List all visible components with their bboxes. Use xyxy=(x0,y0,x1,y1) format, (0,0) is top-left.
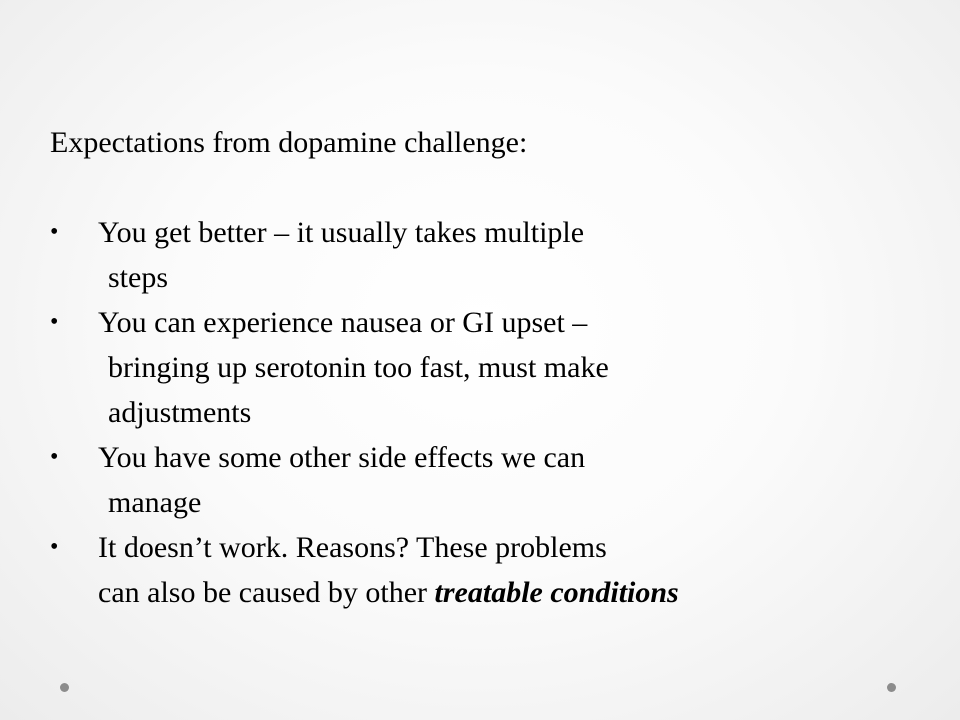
bullet-icon: • xyxy=(50,534,59,560)
bullet-icon: • xyxy=(50,219,59,245)
bullet-text: You have some other side effects we can xyxy=(98,441,586,474)
continuation-text: bringing up serotonin too fast, must make xyxy=(108,351,609,384)
bullet-item xyxy=(50,525,930,570)
bullet-continuation xyxy=(50,480,930,525)
continuation-prefix: can also be caused by other xyxy=(98,576,435,609)
continuation-text: adjustments xyxy=(108,396,252,429)
bullet-continuation xyxy=(50,570,930,615)
bullet-icon: • xyxy=(50,444,59,470)
bullet-continuation xyxy=(50,345,930,390)
bullet-item xyxy=(50,210,930,255)
bullet-continuation xyxy=(50,255,930,300)
continuation-text: manage xyxy=(108,486,202,519)
decorative-dot-right xyxy=(887,683,896,692)
bullet-text: You get better – it usually takes multiple xyxy=(98,216,585,249)
bullet-text: It doesn’t work. Reasons? These problems xyxy=(98,531,607,564)
bullet-item xyxy=(50,300,930,345)
decorative-dot-left xyxy=(60,683,69,692)
bullet-icon: • xyxy=(50,309,59,335)
bullet-text: You can experience nausea or GI upset – xyxy=(98,306,588,339)
slide-heading: Expectations from dopamine challenge: xyxy=(50,126,528,159)
continuation-text: steps xyxy=(108,261,168,294)
blank-line xyxy=(50,165,930,210)
slide-body xyxy=(50,120,930,615)
emphasized-text: treatable conditions xyxy=(434,576,679,609)
bullet-continuation xyxy=(50,390,930,435)
continuation-text xyxy=(98,570,679,615)
bullet-item xyxy=(50,435,930,480)
